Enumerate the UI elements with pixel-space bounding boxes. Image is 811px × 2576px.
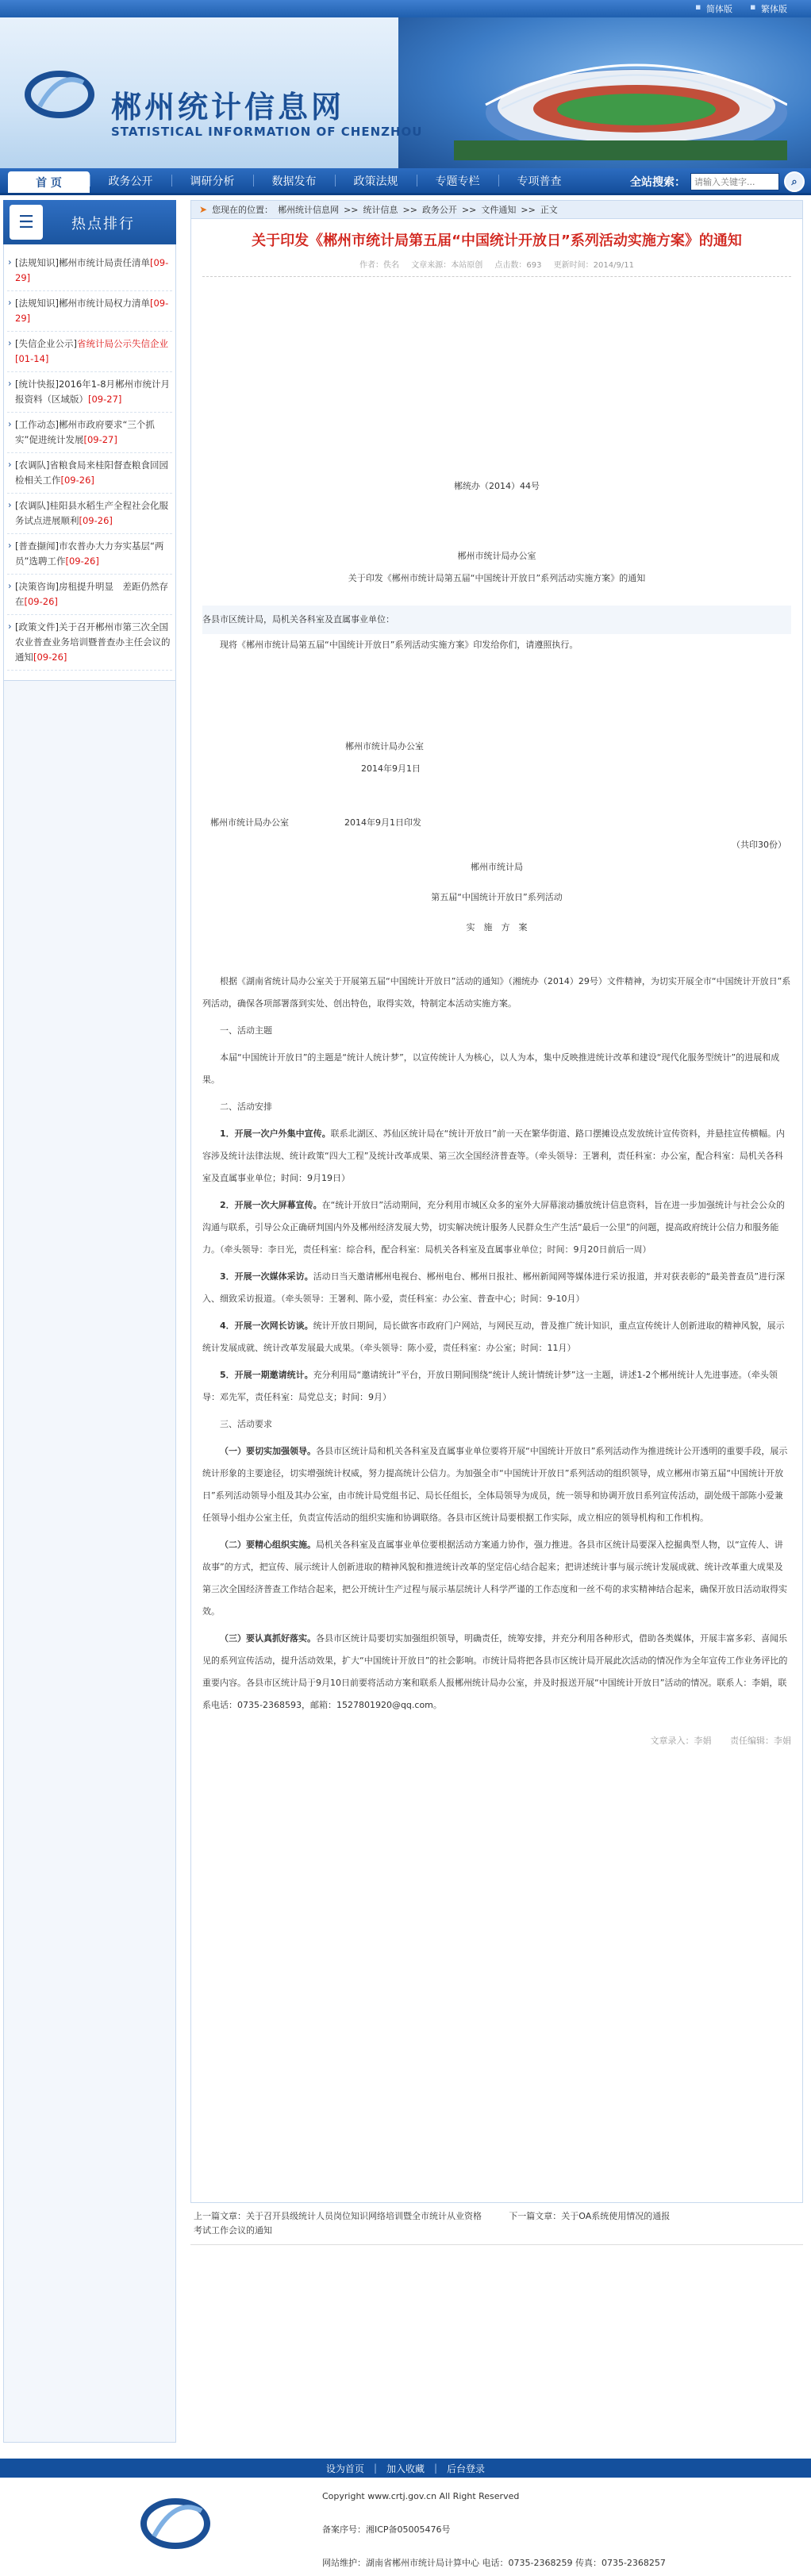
list-item-text[interactable]: [决策咨询]房租提升明显 差距仍然存在 [15,581,168,607]
home-icon: ➤ [199,204,208,215]
list-item[interactable] [7,534,172,575]
plan-title: 实 施 方 案 [466,922,528,932]
breadcrumb-govaffairs[interactable]: 政务公开 [421,205,457,215]
icp-record: 备案序号：湘ICP备05005476号 [322,2524,451,2535]
list-item-text[interactable]: [统计快报]2016年1-8月郴州市统计月报资料（区域版） [15,379,171,405]
hot-ranking-list [3,244,176,681]
content-area [190,200,803,2443]
list-item[interactable] [7,494,172,534]
plan-org: 郴州市统计局 [471,862,523,872]
site-subtitle: STATISTICAL INFORMATION OF CHENZHOU [111,125,423,139]
heading-arrangement: 二、活动安排 [220,1102,272,1112]
set-homepage-link[interactable]: 设为首页 [325,2463,364,2474]
list-item-date: [09-27] [83,434,117,445]
top-links-bar [0,0,811,17]
list-item[interactable] [7,291,172,332]
breadcrumb-sep: >> [402,204,417,215]
admin-login-link[interactable]: 后台登录 [447,2463,486,2474]
list-item[interactable] [7,372,172,413]
ranking-icon: ☰ [10,205,43,240]
add-favorite-link[interactable]: 加入收藏 [386,2463,425,2474]
breadcrumb-statinfo[interactable]: 统计信息 [363,205,398,215]
site-banner [0,17,811,168]
next-article-link[interactable]: 下一篇文章：关于OA系统使用情况的通报 [509,2211,671,2221]
intro-paragraph: 现将《郴州市统计局第五届“中国统计开放日”系列活动实施方案》印发给你们，请遵照执行。 [220,640,578,650]
copyright: Copyright www.crtj.gov.cn All Right Reserved [322,2491,520,2501]
requirement-item [202,1534,791,1623]
site-logo-icon [24,67,95,122]
breadcrumb-prefix: 您现在的位置： [212,205,274,215]
activity-lead: 3．开展一次媒体采访。 [220,1271,313,1282]
list-item-date: [09-26] [79,515,113,526]
basis-paragraph: 根据《湖南省统计局办公室关于开展第五届“中国统计开放日”活动的通知》（湘统办（2014）29号）文件精神，为切实开展全市“中国统计开放日”系列活动，确保各项部署落到实处、创出特色，取得实效，特制定本活动实施方案。 [202,976,791,1009]
search-go-button[interactable] [784,171,805,192]
article-meta [202,258,791,277]
list-item-date: [09-26] [24,596,58,607]
traditional-link[interactable]: ▪ 繁体版 [750,2,787,15]
article-editors [202,1734,791,1747]
footer-info [322,2486,666,2574]
search-label: 全站搜索： [630,176,686,189]
site-search [630,171,805,192]
activity-item [202,1364,791,1409]
simplified-link[interactable]: ▪ 简体版 [695,2,732,15]
activity-text: 统计开放日期间，局长做客市政府门户网站，与网民互动，普及推广统计知识，重点宣传统计人创新进取的精神风貌，展示统计发展成就、统计改革发展最大成果。（牵头领导：陈小爱，责任科室：办公室；时间：11月） [202,1321,785,1353]
print-date: 2014年9月1日印发 [344,817,421,828]
nav-item-census[interactable]: 专项普查 [498,168,580,193]
requirement-text: 各县市区统计局和机关各科室及直属事业单位要将开展“中国统计开放日”系列活动作为推进统计公开透明的重要手段，展示统计形象的主要途径，切实增强统计权威，努力提高统计公信力。为加强全市“中国统计开放日”系列活动的组织领导，成立郴州市第五届“中国统计开放日”系列活动领导小组及其办公室，由市统计局党组书记、局长任组长，全体局领导为成员，统一领导和协调开放日系列宣传活动，副处级干部陈小爱兼任领导小组办公室主任，负责宣传活动的组织实施和协调联络。各县市区统计局要根据工作实际，成立相应的领导机构和工作机构。 [202,1446,788,1523]
list-item-date: [09-27] [88,394,122,405]
activity-lead: 4．开展一次网长访谈。 [220,1321,313,1331]
hot-ranking-title: 热点排行 [71,216,135,233]
list-item[interactable] [7,615,172,671]
nav-item-home[interactable]: 首 页 [8,171,90,193]
footer-links [0,2459,811,2478]
list-item-date: [01-14] [15,353,49,364]
sidebar [3,200,176,2443]
list-item[interactable] [7,332,172,372]
list-item-text[interactable]: [普查撷闻]市农普办大力夯实基层“两员”选聘工作 [15,540,164,567]
requirement-text: 各县市区统计局要切实加强组织领导，明确责任，统筹安排，并充分利用各种形式，借助各类媒体，开展丰富多彩、喜闻乐见的系列宣传活动，提升活动效果，扩大“中国统计开放日”的社会影响。市统计局将把各县市区统计局开展此次活动的情况作为全年宣传工作业务评比的重要内容。各县市区统计局于9月10日前要将活动方案和联系人报郴州统计局办公室，并及时报送开展“中国统计开放日”活动的情况。联系人：李娟，联系电话：0735-2368593，邮箱：1527801920@qq.com。 [202,1633,788,1710]
heading-theme: 一、活动主题 [220,1025,272,1036]
search-icon: ⌕ [791,175,798,188]
activity-lead: 1．开展一次户外集中宣传。 [220,1128,331,1139]
plan-name: 第五届“中国统计开放日”系列活动 [431,892,563,902]
activity-item [202,1315,791,1359]
requirement-lead: （三）要认真抓好落实。 [220,1633,316,1644]
list-item[interactable] [7,413,172,453]
print-line [202,812,791,834]
breadcrumb-site[interactable]: 郴州统计信息网 [278,205,340,215]
article [190,219,803,2203]
article-title: 关于印发《郴州市统计局第五届“中国统计开放日”系列活动实施方案》的通知 [252,233,742,249]
main-nav [0,168,811,195]
top-links [695,2,787,15]
list-item[interactable] [7,251,172,291]
issuer: 郴州市统计局办公室 [457,551,536,561]
breadcrumb-sep: >> [521,204,536,215]
search-input[interactable] [690,173,779,190]
nav-item-research[interactable]: 调研分析 [171,168,253,193]
responsible-editor: 责任编辑：李娟 [730,1736,791,1746]
breadcrumb-current: 正文 [540,205,558,215]
copies: （共印30份） [732,840,786,850]
breadcrumb-sep: >> [461,204,477,215]
list-item[interactable] [7,575,172,615]
document-number: 郴统办（2014）44号 [454,481,540,491]
article-source: 文章来源：本站原创 [411,261,483,270]
addressee: 各县市区统计局，局机关各科室及直属事业单位： [202,606,791,634]
footer-logo-icon [140,2490,211,2557]
list-item-text[interactable]: [农调队]桂阳县水稻生产全程社会化服务试点进展顺利 [15,500,168,526]
footer-divider: | [373,2463,377,2474]
list-item-date: [09-26] [33,652,67,663]
nav-item-policy[interactable]: 政策法规 [335,168,417,193]
site-title: 郴州统计信息网 [111,90,345,125]
breadcrumb [190,200,803,219]
activity-text: 活动日当天邀请郴州电视台、郴州电台、郴州日报社、郴州新闻网等媒体进行采访报道，并对获表彰的“最美普查员”进行深入、细致采访报道。（牵头领导：王署利、陈小爱，责任科室：办公室、普查中心；时间：9-10月） [202,1271,786,1304]
requirement-item [202,1440,791,1529]
activity-item [202,1123,791,1190]
breadcrumb-sep: >> [344,204,359,215]
activity-item [202,1266,791,1310]
list-item-date: [09-29] [15,298,169,324]
activity-text: 在“统计开放日”活动期间，充分利用市城区众多的室外大屏幕滚动播放统计信息资料，旨在进一步加强统计与社会公众的沟通与联系，引导公众正确研判国内外及郴州经济发展大势，切实解决统计服务人民群众生产生活“最后一公里”的问题，提高政府统计公信力和服务能力。（牵头领导：李日光，责任科室：综合科，配合科室：局机关各科室及直属事业单位；时间：9月20日前后一周） [202,1200,786,1255]
list-item[interactable] [7,453,172,494]
activity-lead: 2．开展一次大屏幕宣传。 [220,1200,322,1210]
activity-lead: 5．开展一期邀请统计。 [220,1370,313,1380]
article-body [202,277,791,1717]
list-item-text[interactable]: [法规知识]郴州市统计局责任清单 [15,257,150,268]
list-item-text[interactable]: [政策文件]关于召开郴州市第三次全国农业普查业务培训暨普查办主任会议的通知 [15,621,171,663]
requirement-item [202,1628,791,1717]
document-subject: 关于印发《郴州市统计局第五届“中国统计开放日”系列活动实施方案》的通知 [348,573,646,583]
list-item-highlight[interactable]: 省统计局公示失信企业 [76,338,168,349]
activity-item [202,1194,791,1261]
footer [0,2478,811,2576]
requirement-lead: （二）要精心组织实施。 [220,1540,316,1550]
requirement-text: 局机关各科室及直属事业单位要根据活动方案通力协作，强力推进。各县市区统计局要深入挖掘典型人物，以“宣传人、讲故事”的方式，把宣传、展示统计人创新进取的精神风貌和推进统计改革的坚定信心结合起来；把讲述统计事与展示统计发展成就、统计改革重大成果及第三次全国经济普查工作结合起来，把公开统计生产过程与展示基层统计人科学严谨的工作态度和一丝不苟的求实精神结合起来，确保开放日活动取得实效。 [202,1540,787,1617]
site-maintainer: 网站维护：湖南省郴州市统计局计算中心 电话：0735-2368259 传真：0735-2368257 [322,2558,666,2568]
sign-org: 郴州市统计局办公室 [345,741,424,752]
theme-paragraph: 本届“中国统计开放日”的主题是“统计人统计梦”，以宣传统计人为核心，以人为本，集中反映推进统计改革和建设“现代化服务型统计”的进展和成果。 [202,1052,780,1085]
entry-editor: 文章录入：李娟 [650,1736,712,1746]
hot-ranking-header [3,200,176,244]
nav-item-topics[interactable]: 专题专栏 [417,168,498,193]
article-updated: 更新时间：2014/9/11 [553,261,634,270]
footer-divider: | [434,2463,438,2474]
list-item-date: [09-26] [60,475,94,486]
nav-item-data-release[interactable]: 数据发布 [253,168,335,193]
sidebar-filler [3,681,176,2443]
list-item-text[interactable]: [失信企业公示] [15,338,77,349]
prev-next-nav [190,2203,803,2245]
activity-text: 联系北湖区、苏仙区统计局在“统计开放日”前一天在繁华街道、路口摆摊设点发放统计宣传资料，并悬挂宣传横幅。内容涉及统计法律法规、统计政策“四大工程”及统计改革成果、第三次全国经济普查等。（牵头领导：王署利，责任科室：办公室，配合科室：局机关各科室及直属事业单位；时间：9月19日） [202,1128,786,1183]
stadium-image [454,33,787,160]
sign-date: 2014年9月1日 [361,763,421,774]
activity-text: 充分利用局“邀请统计”平台，开放日期间围绕“统计人统计情统计梦”这一主题，讲述1-2个郴州统计人先进事迹。（牵头领导：邓先军，责任科室：局党总支；时间：9月） [202,1370,778,1402]
list-item-text[interactable]: [工作动态]郴州市政府要求“三个抓实”促进统计发展 [15,419,155,445]
list-item-text[interactable]: [农调队]省粮食局来桂阳督查粮食回园检相关工作 [15,459,168,486]
list-item-date: [09-29] [15,257,169,283]
main-area [0,195,811,2443]
heading-requirements: 三、活动要求 [220,1419,272,1429]
list-item-text[interactable]: [法规知识]郴州市统计局权力清单 [15,298,150,309]
article-hits: 点击数：693 [494,261,542,270]
article-author: 作者：佚名 [359,261,400,270]
nav-item-government-affairs[interactable]: 政务公开 [90,168,171,193]
print-org: 郴州市统计局办公室 [210,817,289,828]
prev-article-link[interactable]: 上一篇文章：关于召开县级统计人员岗位知识网络培训暨全市统计从业资格考试工作会议的通知 [194,2211,482,2236]
breadcrumb-notices[interactable]: 文件通知 [481,205,517,215]
list-item-date: [09-26] [65,556,99,567]
requirement-lead: （一）要切实加强领导。 [220,1446,316,1456]
